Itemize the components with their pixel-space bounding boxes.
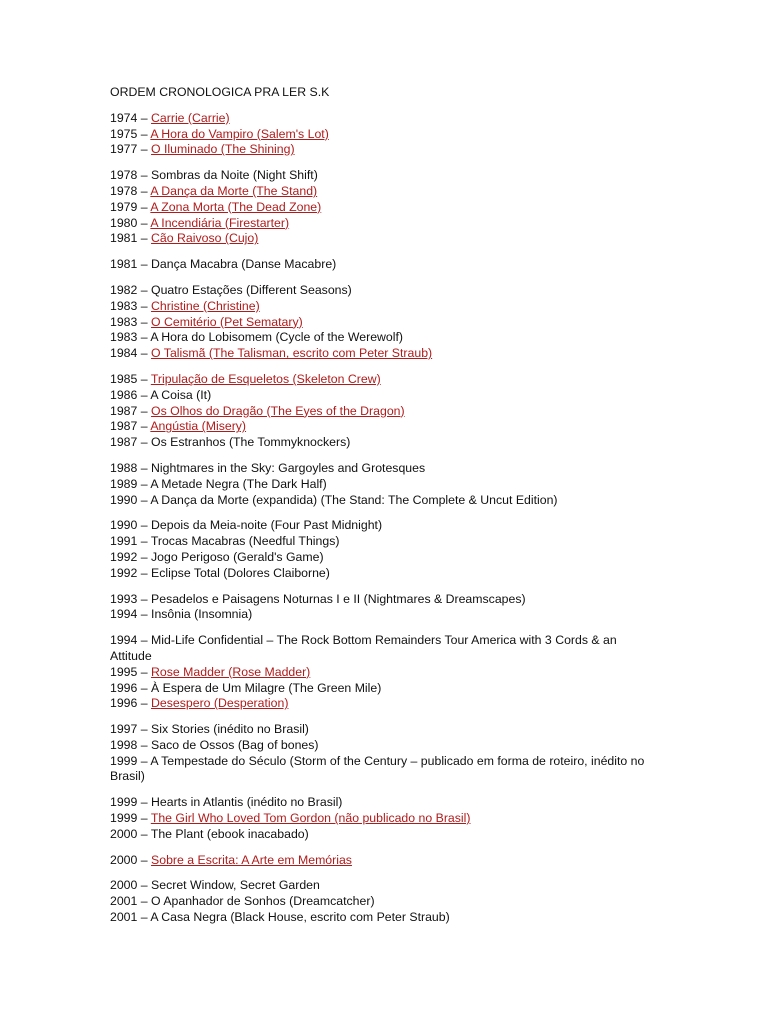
list-item (110, 216, 655, 232)
book-title: Six Stories (inédito no Brasil) (151, 722, 309, 737)
entry-group (110, 257, 655, 273)
list-item (110, 910, 655, 926)
book-link[interactable]: A Dança da Morte (The Stand) (150, 183, 318, 198)
year-prefix: 1983 – (110, 330, 151, 345)
entry-group (110, 633, 655, 712)
entry-group (110, 878, 655, 925)
book-title: Depois da Meia-noite (Four Past Midnight) (151, 518, 383, 533)
list-item (110, 853, 655, 869)
list-item (110, 534, 655, 550)
year-prefix: 1994 – (110, 607, 152, 622)
book-link[interactable]: O Cemitério (Pet Sematary) (151, 314, 303, 329)
entry-group (110, 461, 655, 508)
list-item (110, 257, 655, 273)
year-prefix: 1996 – (110, 680, 152, 695)
year-prefix: 1989 – (110, 476, 151, 491)
list-item (110, 388, 655, 404)
list-item (110, 894, 655, 910)
list-item (110, 283, 655, 299)
book-title: A Hora do Lobisomem (Cycle of the Werewolf) (150, 330, 404, 345)
entry-group (110, 795, 655, 842)
year-prefix: 2001 – (110, 894, 152, 909)
list-item (110, 878, 655, 894)
book-title: O Apanhador de Sonhos (Dreamcatcher) (151, 894, 375, 909)
list-item (110, 404, 655, 420)
year-prefix: 1988 – (110, 460, 152, 475)
year-prefix: 1999 – (110, 811, 151, 826)
entry-group (110, 283, 655, 362)
book-title: Mid-Life Confidential – The Rock Bottom Remainders Tour America with 3 Cords & an Attitude (110, 633, 617, 663)
entry-group (110, 111, 655, 158)
year-prefix: 1978 – (110, 183, 151, 198)
list-item (110, 231, 655, 247)
book-title: Nightmares in the Sky: Gargoyles and Grotesques (151, 460, 426, 475)
book-title: Insônia (Insomnia) (151, 607, 253, 622)
year-prefix: 1975 – (110, 126, 151, 141)
year-prefix: 1987 – (110, 403, 152, 418)
year-prefix: 1984 – (110, 346, 152, 361)
year-prefix: 2001 – (110, 910, 151, 925)
year-prefix: 1995 – (110, 664, 152, 679)
book-link[interactable]: A Hora do Vampiro (Salem's Lot) (150, 126, 329, 141)
book-title: A Dança da Morte (expandida) (The Stand: The Complete & Uncut Edition) (150, 492, 558, 507)
book-title: Eclipse Total (Dolores Claiborne) (151, 565, 330, 580)
book-link[interactable]: Angústia (Misery) (150, 419, 247, 434)
book-link[interactable]: O Talismã (The Talisman, escrito com Peter Straub) (151, 346, 433, 361)
list-item (110, 168, 655, 184)
list-item (110, 435, 655, 451)
book-title: Saco de Ossos (Bag of bones) (151, 737, 319, 752)
year-prefix: 1993 – (110, 591, 152, 606)
list-item (110, 127, 655, 143)
book-link[interactable]: Tripulação de Esqueletos (Skeleton Crew) (150, 371, 381, 386)
year-prefix: 1980 – (110, 215, 151, 230)
entry-group (110, 853, 655, 869)
year-prefix: 2000 – (110, 878, 152, 893)
year-prefix: 1994 – (110, 633, 152, 648)
entry-group (110, 372, 655, 451)
year-prefix: 1990 – (110, 492, 151, 507)
list-item (110, 592, 655, 608)
list-item (110, 461, 655, 477)
book-title: Jogo Perigoso (Gerald's Game) (151, 549, 324, 564)
year-prefix: 2000 – (110, 826, 151, 841)
list-item (110, 111, 655, 127)
book-title: Sombras da Noite (Night Shift) (151, 168, 318, 183)
book-list (110, 111, 655, 926)
book-title: A Metade Negra (The Dark Half) (150, 476, 327, 491)
year-prefix: 1979 – (110, 199, 151, 214)
book-link[interactable]: Desespero (Desperation) (151, 696, 289, 711)
book-title: Secret Window, Secret Garden (151, 878, 320, 893)
book-link[interactable]: Carrie (Carrie) (151, 110, 230, 125)
year-prefix: 1997 – (110, 722, 152, 737)
year-prefix: 1974 – (110, 110, 152, 125)
book-title: A Coisa (It) (150, 387, 212, 402)
book-title: Os Estranhos (The Tommyknockers) (151, 435, 351, 450)
year-prefix: 1978 – (110, 168, 152, 183)
book-title: Dança Macabra (Danse Macabre) (151, 257, 337, 272)
book-title: The Plant (ebook inacabado) (150, 826, 309, 841)
list-item (110, 696, 655, 712)
list-item (110, 722, 655, 738)
list-item (110, 372, 655, 388)
year-prefix: 1983 – (110, 298, 152, 313)
year-prefix: 1992 – (110, 565, 152, 580)
list-item (110, 665, 655, 681)
book-link[interactable]: Sobre a Escrita: A Arte em Memórias (151, 852, 352, 867)
list-item (110, 477, 655, 493)
year-prefix: 1982 – (110, 282, 152, 297)
list-item (110, 184, 655, 200)
book-link[interactable]: Os Olhos do Dragão (The Eyes of the Dragon) (151, 403, 405, 418)
year-prefix: 1991 – (110, 534, 151, 549)
list-item (110, 299, 655, 315)
year-prefix: 1990 – (110, 518, 152, 533)
entry-group (110, 518, 655, 581)
book-link[interactable]: Rose Madder (Rose Madder) (151, 664, 311, 679)
year-prefix: 1987 – (110, 419, 151, 434)
document-title: ORDEM CRONOLOGICA PRA LER S.K (110, 85, 330, 99)
year-prefix: 1999 – (110, 753, 151, 768)
year-prefix: 1981 – (110, 257, 152, 272)
year-prefix: 1998 – (110, 737, 152, 752)
book-title: A Tempestade do Século (Storm of the Century – publicado em forma de roteiro, inédito no Brasil) (110, 753, 645, 784)
book-title: Trocas Macabras (Needful Things) (150, 534, 340, 549)
year-prefix: 1977 – (110, 142, 152, 157)
year-prefix: 1981 – (110, 231, 152, 246)
list-item (110, 142, 655, 158)
book-link[interactable]: A Zona Morta (The Dead Zone) (150, 199, 322, 214)
list-item (110, 681, 655, 697)
list-item (110, 330, 655, 346)
list-item (110, 754, 655, 786)
book-link[interactable]: O Iluminado (The Shining) (151, 142, 295, 157)
book-link[interactable]: Christine (Christine) (151, 298, 260, 313)
year-prefix: 2000 – (110, 852, 152, 867)
list-item (110, 795, 655, 811)
year-prefix: 1986 – (110, 387, 151, 402)
year-prefix: 1999 – (110, 795, 152, 810)
book-link[interactable]: Cão Raivoso (Cujo) (151, 231, 259, 246)
book-title: A Casa Negra (Black House, escrito com Peter Straub) (150, 910, 450, 925)
book-title: Hearts in Atlantis (inédito no Brasil) (151, 795, 343, 810)
year-prefix: 1987 – (110, 435, 152, 450)
book-title: Pesadelos e Paisagens Noturnas I e II (Nightmares & Dreamscapes) (151, 591, 526, 606)
entry-group (110, 168, 655, 247)
book-title: À Espera de Um Milagre (The Green Mile) (151, 680, 382, 695)
list-item (110, 633, 655, 665)
year-prefix: 1992 – (110, 549, 152, 564)
list-item (110, 811, 655, 827)
list-item (110, 346, 655, 362)
list-item (110, 419, 655, 435)
list-item (110, 550, 655, 566)
list-item (110, 200, 655, 216)
year-prefix: 1985 – (110, 371, 151, 386)
year-prefix: 1996 – (110, 696, 152, 711)
list-item (110, 518, 655, 534)
list-item (110, 827, 655, 843)
book-link[interactable]: A Incendiária (Firestarter) (150, 215, 290, 230)
entry-group (110, 592, 655, 624)
list-item (110, 315, 655, 331)
document-body (110, 85, 655, 936)
list-item (110, 493, 655, 509)
book-link[interactable]: The Girl Who Loved Tom Gordon (não publicado no Brasil) (150, 811, 471, 826)
entry-group (110, 722, 655, 785)
year-prefix: 1983 – (110, 314, 152, 329)
list-item (110, 607, 655, 623)
list-item (110, 738, 655, 754)
list-item (110, 566, 655, 582)
book-title: Quatro Estações (Different Seasons) (151, 282, 352, 297)
